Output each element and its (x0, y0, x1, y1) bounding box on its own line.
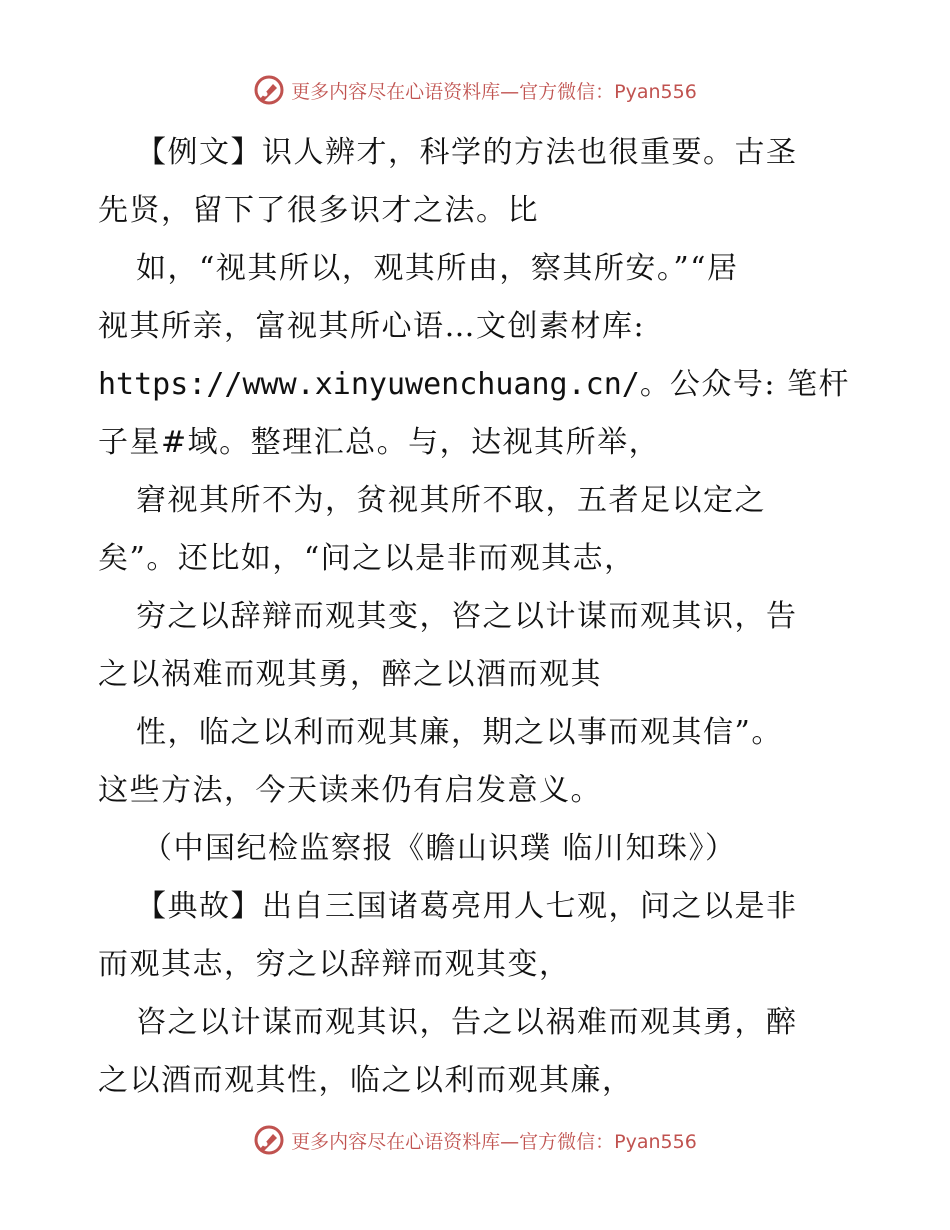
wechat-handle: Pyan556 (614, 1130, 697, 1153)
text-line: 【例文】识人辨才，科学的方法也很重要。古圣 (136, 135, 798, 170)
pen-circle-icon (253, 1124, 285, 1156)
header-banner (0, 70, 950, 110)
wechat-handle: Pyan556 (614, 80, 697, 103)
text-line: 性，临之以利而观其廉，期之以事而观其信”。 (136, 715, 783, 750)
text-line: 咨之以计谋而观其识，告之以祸难而观其勇，醉 (136, 1005, 798, 1040)
text-line: 如，“视其所以，观其所由，察其所安。”“居 (136, 251, 739, 286)
document-body (98, 124, 858, 1110)
url-text: https://www.xinyuwenchuang.cn/。 (98, 367, 670, 402)
text-line: 窘视其所不为，贫视其所不取，五者足以定之 (136, 483, 766, 518)
text-line: 穷之以辞辩而观其变，咨之以计谋而观其识，告 (136, 599, 798, 634)
text-line: 【典故】出自三国诸葛亮用人七观，问之以是非 (136, 889, 798, 924)
text-line: 先贤，留下了很多识才之法。比 (98, 193, 539, 228)
pen-circle-icon (253, 74, 285, 106)
text-fragment: 公众号: 笔杆 (669, 367, 851, 402)
text-line (98, 356, 858, 414)
text-line: 视其所亲，富视其所心语…文创素材库: (98, 309, 646, 344)
citation-line: （中国纪检监察报《瞻山识璞 临川知珠》） (142, 831, 737, 866)
banner-text: 更多内容尽在心语资料库—官方微信：Pyan556 (291, 1130, 697, 1153)
text-line: 矣”。还比如，“问之以是非而观其志， (98, 541, 636, 576)
text-line: 之以酒而观其性，临之以利而观其廉， (98, 1063, 634, 1098)
text-line: 这些方法，今天读来仍有启发意义。 (98, 773, 602, 808)
text-line: 而观其志，穷之以辞辩而观其变， (98, 947, 571, 982)
text-line: 子星#域。整理汇总。与，达视其所举， (98, 425, 661, 460)
banner-text: 更多内容尽在心语资料库—官方微信：Pyan556 (291, 80, 697, 103)
text-line: 之以祸难而观其勇，醉之以酒而观其 (98, 657, 602, 692)
footer-banner (0, 1120, 950, 1160)
